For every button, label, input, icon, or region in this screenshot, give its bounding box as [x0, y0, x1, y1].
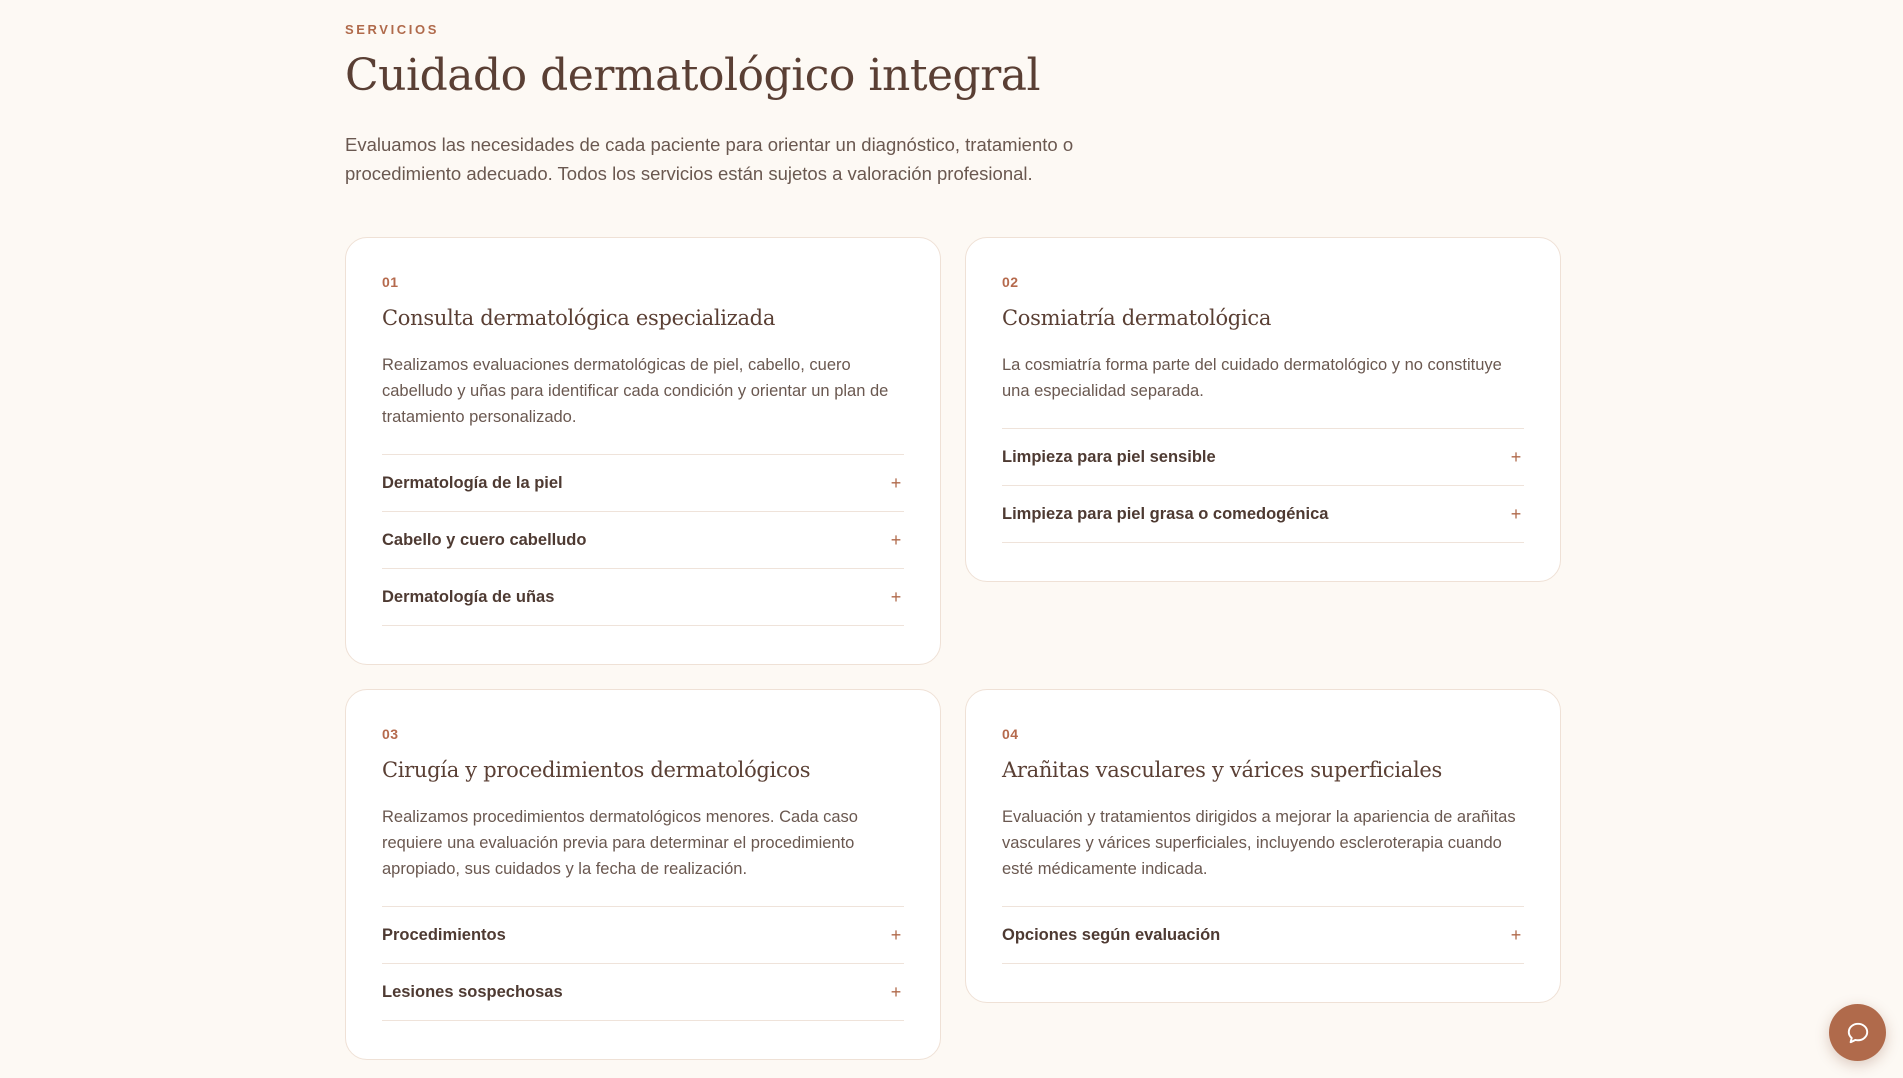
card-title: Cosmiatría dermatológica: [1002, 306, 1272, 330]
accordion-item-label: Limpieza para piel sensible: [1002, 447, 1216, 466]
section-eyebrow: SERVICIOS: [345, 22, 439, 37]
accordion-item-label: Dermatología de la piel: [382, 473, 563, 492]
card-title: Cirugía y procedimientos dermatológicos: [382, 758, 811, 782]
accordion-item-procedimientos[interactable]: [382, 907, 904, 964]
accordion-item-lesiones[interactable]: [382, 964, 904, 1021]
card-number: 02: [1002, 274, 1019, 290]
plus-icon[interactable]: +: [890, 473, 902, 493]
accordion: [1002, 428, 1524, 543]
service-card-cosmiatria: [965, 237, 1561, 582]
accordion-item-piel-grasa[interactable]: [1002, 486, 1524, 543]
accordion-item-label: Procedimientos: [382, 925, 506, 944]
plus-icon[interactable]: +: [890, 530, 902, 550]
card-title: Consulta dermatológica especializada: [382, 306, 776, 330]
chat-bubble-icon: [1845, 1020, 1871, 1046]
accordion-item-label: Cabello y cuero cabelludo: [382, 530, 587, 549]
chat-button[interactable]: [1829, 1004, 1886, 1061]
accordion-item-piel-sensible[interactable]: [1002, 429, 1524, 486]
plus-icon[interactable]: +: [1510, 447, 1522, 467]
accordion-item-label: Lesiones sospechosas: [382, 982, 563, 1001]
plus-icon[interactable]: +: [890, 982, 902, 1002]
plus-icon[interactable]: +: [890, 925, 902, 945]
plus-icon[interactable]: +: [1510, 504, 1522, 524]
accordion-item-unas[interactable]: [382, 569, 904, 626]
section-title: Cuidado dermatológico integral: [345, 50, 1041, 101]
card-description: Realizamos evaluaciones dermatológicas de piel, cabello, cuero cabelludo y uñas para identificar cada condición y orientar un plan de tratamiento personalizado.: [382, 356, 889, 426]
accordion-item-label: Dermatología de uñas: [382, 587, 555, 606]
accordion-item-piel[interactable]: [382, 455, 904, 512]
service-card-cirugia: [345, 689, 941, 1060]
section-intro: Evaluamos las necesidades de cada paciente para orientar un diagnóstico, tratamiento o procedimiento adecuado. Todos los servicios están sujetos a valoración profesional.: [345, 134, 1074, 184]
accordion-item-label: Opciones según evaluación: [1002, 925, 1221, 944]
card-number: 03: [382, 726, 399, 742]
card-number: 04: [1002, 726, 1019, 742]
accordion-item-label: Limpieza para piel grasa o comedogénica: [1002, 504, 1329, 523]
plus-icon[interactable]: +: [890, 587, 902, 607]
card-description: La cosmiatría forma parte del cuidado dermatológico y no constituye una especialidad separada.: [1002, 356, 1502, 400]
accordion: [382, 906, 904, 1021]
service-card-aranitas: [965, 689, 1561, 1003]
accordion: [382, 454, 904, 626]
plus-icon[interactable]: +: [1510, 925, 1522, 945]
service-card-consulta: [345, 237, 941, 665]
card-description: Evaluación y tratamientos dirigidos a mejorar la apariencia de arañitas vasculares y várices superficiales, incluyendo escleroterapia cuando esté médicamente indicada.: [1002, 808, 1516, 878]
accordion: [1002, 906, 1524, 964]
card-number: 01: [382, 274, 399, 290]
accordion-item-cabello[interactable]: [382, 512, 904, 569]
card-description: Realizamos procedimientos dermatológicos menores. Cada caso requiere una evaluación previa para determinar el procedimiento apropiado, sus cuidados y la fecha de realización.: [382, 808, 858, 878]
card-title: Arañitas vasculares y várices superficiales: [1002, 758, 1443, 782]
accordion-item-opciones[interactable]: [1002, 907, 1524, 964]
